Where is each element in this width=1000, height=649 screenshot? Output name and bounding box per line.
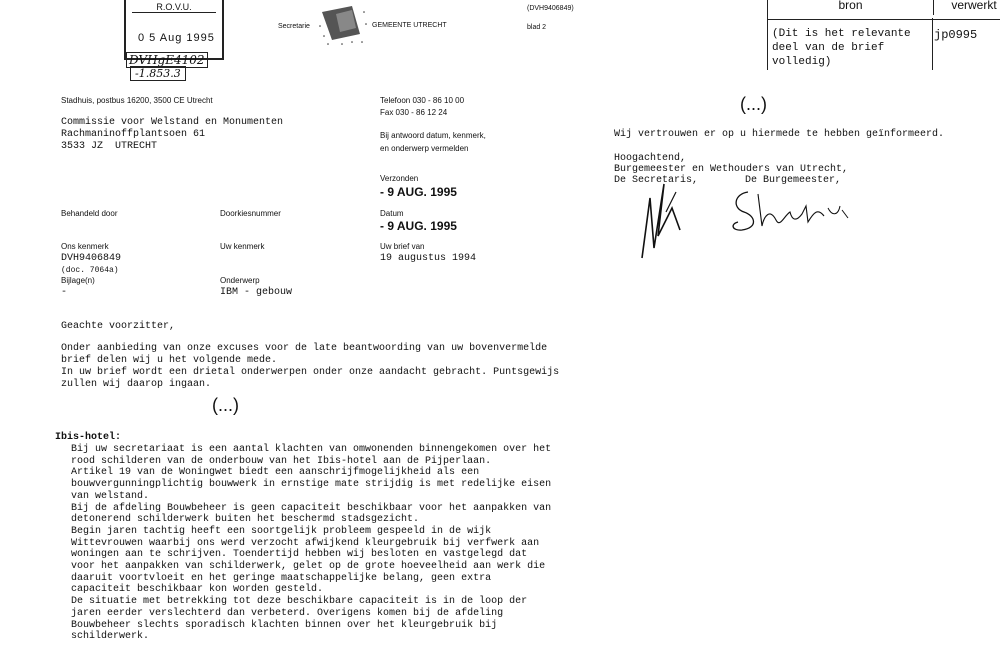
closing-signers: Burgemeester en Wethouders van Utrecht, (614, 164, 849, 175)
our-ref-value: DVH9406849 (61, 253, 122, 264)
subject-label: Onderwerp (220, 276, 260, 285)
mayor-signature (728, 186, 868, 236)
attachments-label: Bijlage(n) (61, 276, 95, 285)
your-letter-date: 19 augustus 1994 (380, 253, 477, 264)
omission-marker: (...) (212, 395, 239, 415)
salutation: Geachte voorzitter, (61, 321, 176, 332)
sender-address: Stadhuis, postbus 16200, 3500 CE Utrecht (61, 96, 213, 105)
recipient-line3: 3533 JZ UTRECHT (61, 141, 158, 152)
stamp-ref-number: -1.853.3 (130, 66, 186, 81)
sent-date: - 9 AUG. 1995 (380, 185, 457, 199)
your-ref-label: Uw kenmerk (220, 242, 265, 251)
your-letter-label: Uw brief van (380, 242, 425, 251)
reply-note: Bij antwoord datum, kenmerk, en onderwerp vermelden (380, 131, 486, 153)
sender-phone: Telefoon 030 - 86 10 00 (380, 96, 465, 105)
table-code: jp0995 (934, 28, 978, 42)
closing-omission-marker: (...) (740, 94, 767, 114)
table-header-source: bron (768, 0, 934, 15)
stamp-org: R.O.V.U. (132, 2, 216, 13)
recipient-line2: Rachmaninoffplantsoen 61 (61, 129, 206, 140)
section-title: Ibis-hotel: (55, 432, 122, 443)
attachments-value: - (61, 287, 68, 298)
page-number: blad 2 (527, 24, 547, 31)
secretary-signature (636, 178, 696, 260)
closing-role-secretary: De Secretaris, (614, 175, 699, 186)
closing-sentence: Wij vertrouwen er op u hiermede te hebben geïnformeerd. (614, 129, 945, 140)
our-ref-label: Ons kenmerk (61, 242, 109, 251)
stamp-date: 0 5 Aug 1995 (138, 32, 215, 44)
closing-role-mayor: De Burgemeester, (745, 175, 842, 186)
extension-label: Doorkiesnummer (220, 209, 281, 218)
closing-greeting: Hoogachtend, (614, 153, 687, 164)
our-ref-doc: (doc. 7064a) (61, 266, 119, 275)
section-body: Bij uw secretariaat is een aantal klachten van omwonenden binnengekomen over het rood schilderen van de onderbouw van het Ibis-hotel aan de Pijperlaan. Artikel 19 van de Woningwet biedt een aanschrijfmogelijkheid als een bouwvergunningplichtig bouwwerk in ernstige mate strijdig is met redelijke eisen van welstand. Bij de afdeling Bouwbeheer is geen capaciteit beschikbaar voor het aanpakken van detonerend schilderwerk buiten het beschermd stadsgezicht. Begin jaren tachtig heeft een soortgelijk probleem gespeeld in de wijk Wittevrouwen waarbij ons werd verzocht afwijkend kleurgebruik bij verfwerk aan woningen aan te schrijven. Toendertijd hebben wij besloten en vastgelegd dat voor het aanpakken van schilderwerk, gelet op de grote hoeveelheid aan werk die daaruit voortvloeit en het geringe maatschappelijke belang, geen extra capaciteit beschikbaar kon worden gesteld. De situatie met betrekking tot deze beschikbare capaciteit is in de loop der jaren eerder verslechterd dan verbeterd. Overigens komen bij de afdeling Bouwbeheer slechts sporadisch klachten binnen over het kleurgebruik bij schilderwerk. (71, 444, 552, 643)
intro-paragraph: Onder aanbieding van onze excuses voor de late beantwoording van uw bovenvermelde brief delen wij u het volgende mede. In uw brief wordt een drietal onderwerpen onder onze aandacht gebracht. Puntsgewijs zullen wij daarop ingaan. (61, 343, 560, 390)
source-table (767, 0, 1000, 20)
document-code: (DVH9406849) (527, 5, 574, 12)
handled-by-label: Behandeld door (61, 209, 118, 218)
stamp-ref-handwritten: DVHgE4102 (126, 52, 208, 68)
department-label: Secretarie (278, 23, 310, 30)
municipality-name: GEMEENTE UTRECHT (372, 22, 447, 29)
table-divider (932, 18, 933, 70)
table-note: (Dit is het relevante deel van de brief volledig) (772, 28, 911, 68)
subject-value: IBM - gebouw (220, 287, 293, 298)
municipality-logo (318, 6, 368, 46)
sender-fax: Fax 030 - 86 12 24 (380, 108, 448, 117)
sent-label: Verzonden (380, 174, 419, 183)
table-divider (767, 18, 768, 70)
date-value: - 9 AUG. 1995 (380, 219, 457, 233)
table-header-processed: verwerkt (951, 0, 997, 12)
recipient-line1: Commissie voor Welstand en Monumenten (61, 117, 284, 128)
received-stamp (124, 0, 224, 82)
date-label: Datum (380, 209, 404, 218)
